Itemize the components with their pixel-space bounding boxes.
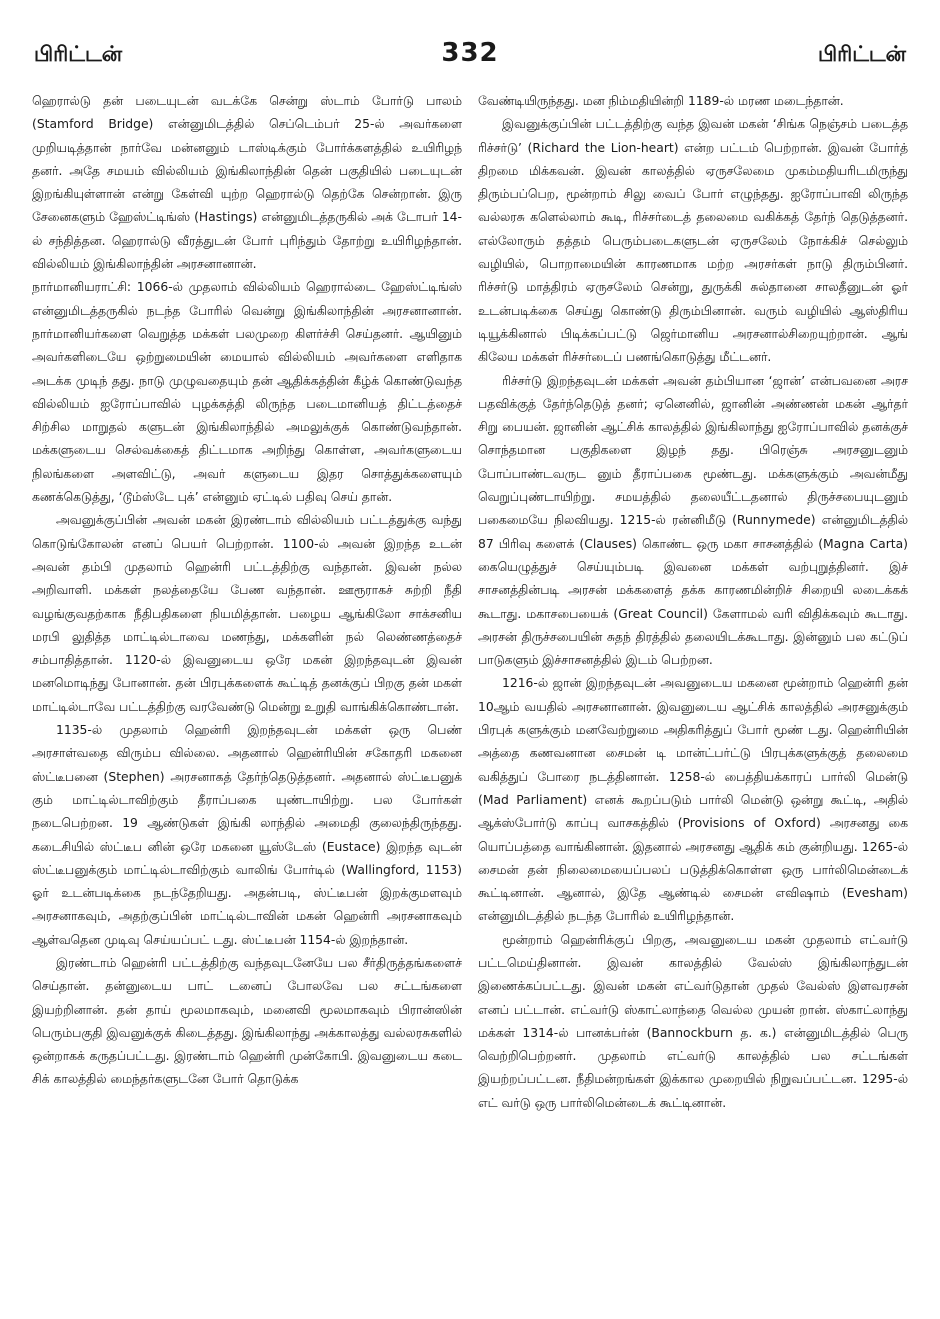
running-head-left: பிரிட்டன் [34, 42, 123, 66]
page-header [34, 38, 906, 78]
paragraph: அவனுக்குப்பின் அவன் மகன் இரண்டாம் வில்லியம் பட்டத்துக்கு வந்து கொடுங்கோலன் எனப் பெயர் பெற்றான். 1100-ல் அவன் இறந்த உடன் அவன் தம்பி முதலாம் ஹென்ரி பட்டத்திற்கு வந்தான். இவன் நல்ல அறிவாளி. மக்கள் நலத்தையே பேண வந்தான். ஊரூராகச் சுற்றி நீதி வழங்குவதற்காக நீதிபதிகளை நியமித்தான். பழைய ஆங்கிலோ சாக்சனிய மரபி லுதித்த மாட்டில்டாவை மணந்து, மக்களின் நல் லெண்ணத்தைச் சம்பாதித்தான். 1120-ல் இவனுடைய ஒரே மகன் இறந்தவுடன் இவன் மனமொடிந்து போனான். தன் பிரபுக்களைக் கூட்டித் தனக்குப் பிறகு தன் மகள் மாட்டில்டாவே பட்டத்திற்கு வரவேண்டு மென்று உறுதி வாங்கிக்கொண்டான். [32, 513, 462, 714]
paragraph: ரிச்சர்டு இறந்தவுடன் மக்கள் அவன் தம்பியான ‘ஜான்’ என்பவனை அரச பதவிக்குத் தேர்ந்தெடுத் தனர்; ஏனெனில், ஜானின் அண்ணன் மகன் ஆர்தர் சிறு பையன். ஜானின் ஆட்சிக் காலத்தில் இங்கிலாந்து ஐரோப்பாவில் தனக்குச் சொந்தமான பகுதிகளை இழந் தது. பிரெஞ்சு அரசனுடனும் போப்பாண்டவருட னும் தீராப்பகை மூண்டது. மக்களுக்கும் அவன்மீது வெறுப்புண்டாயிற்று. சமயத்தில் தலையீட்டதனால் திருச்சபையுடனும் பகைமையே நிலவியது. 1215-ல் ரன்னிமீடு (Runnymede) என்னுமிடத்தில் 87 பிரிவு களைக் (Clauses) கொண்ட ஒரு மகா சாசனத்தில் (Magna Carta) கையெழுத்துச் செய்யும்படி இவனை மக்கள் வற்புறுத்தினர். இச் சாசனத்தின்படி அரசன் மக்களைத் தக்க காரணமின்றிச் சிறையி லடைக்கக் கூடாது. மகாசபையைக் (Great Council) கேளாமல் வரி விதிக்கவும் கூடாது. அரசன் திருச்சபையின் சுதந் திரத்தில் தலையிடக்கூடாது. இன்னும் பல கட்டுப் பாடுகளும் இச்சாசனத்தில் இடம் பெற்றன. [478, 373, 908, 668]
paragraph: இரண்டாம் ஹென்ரி பட்டத்திற்கு வந்தவுடனேயே பல சீர்திருத்தங்களைச் செய்தான். தன்னுடைய பாட் டனைப் போலவே பல சட்டங்களை இயற்றினான். தன் தாய் மூலமாகவும், மனைவி மூலமாகவும் பிரான்ஸின் பெரும்பகுதி இவனுக்குக் கிடைத்தது. இங்கிலாந்து அக்காலத்து வல்லரசுகளில் ஒன்றாகக் கருதப்பட்டது. இரண்டாம் ஹென்ரி முன்கோபி. இவனுடைய கடை சிக் காலத்தில் மைந்தர்களுடனே போர் தொடுக்க [32, 955, 462, 1087]
paragraph: நார்மானியராட்சி: 1066-ல் முதலாம் வில்லியம் ஹெரால்டை ஹேஸ்ட்டிங்ஸ் என்னுமிடத்தருகில் நடந்த போரில் வென்று இங்கிலாந்தின் அரசனானான். நார்மானியர்களை வெறுத்த மக்கள் பலமுறை கிளர்ச்சி செய்தனர். ஆயினும் அவர்களிடையே ஒற்றுமையின் மையால் வில்லியம் அவர்களை எளிதாக அடக்க முடிந் தது. நாடு முழுவதையும் தன் ஆதிக்கத்தின் கீழ்க் கொண்டுவந்த வில்லியம் ஐரோப்பாவில் புழக்கத்தி லிருந்த படைமானியத் திட்டத்தைச் சிற்சில மாறுதல் களுடன் இங்கிலாந்தில் அமலுக்குக் கொண்டுவந்தான். மக்களுடைய செல்வக்கைத் திட்டமாக அறிந்து கொள்ள, அவர்களுடைய நிலங்களை அளவிட்டு, அவர் களுடைய இதர சொத்துக்களையும் கணக்கெடுத்து, ‘டூம்ஸ்டே புக்’ என்னும் ஏட்டில் பதிவு செய் தான். [32, 280, 462, 505]
paragraph: 1216-ல் ஜான் இறந்தவுடன் அவனுடைய மகனை மூன்றாம் ஹென்ரி தன் 10ஆம் வயதில் அரசனானான். இவனுடைய ஆட்சிக் காலத்தில் அரசனுக்கும் பிரபுக் களுக்கும் மனவேற்றுமை அதிகரித்துப் போர் மூண் டது. ஹென்ரியின் அத்தை கணவனான சைமன் டி மான்ட்பர்ட்டு பிரபுக்களுக்குத் தலைமை வகித்துப் போரை நடத்தினான். 1258-ல் பைத்தியக்காரப் பார்லி மென்டு (Mad Parliament) எனக் கூறப்படும் பார்லி மென்டு ஒன்று கூட்டி, அதில் ஆக்ஸ்போர்டு காப்பு வாசகத்தில் (Provisions of Oxford) அரசனது கை யொப்பத்தை வாங்கினான். இதனால் அரசனது ஆதிக் கம் குன்றியது. 1265-ல் சைமன் தன் நிலைமையைப்பலப் படுத்திக்கொள்ள ஒரு பார்லிமென்டைக் கூட்டினான். ஆனால், இதே ஆண்டில் சைமன் எவிஷாம் (Evesham) என்னுமிடத்தில் நடந்த போரில் உயிரிழந்தான். [478, 676, 908, 924]
paragraph: 1135-ல் முதலாம் ஹென்ரி இறந்தவுடன் மக்கள் ஒரு பெண் அரசாள்வதை விரும்ப வில்லை. அதனால் ஹென்ரியின் சகோதரி மகனை ஸ்ட்டீபனை (Stephen) அரசனாகத் தேர்ந்தெடுத்தனர். அதனால் ஸ்ட்டீபனுக் கும் மாட்டில்டாவிற்கும் தீராப்பகை யுண்டாயிற்று. பல போர்கள் நடைபெற்றன. 19 ஆண்டுகள் இங்கி லாந்தில் அமைதி குலைந்திருந்தது. கடைசியில் ஸ்ட்டீப னின் ஒரே மகனை யூஸ்டேஸ் (Eustace) இறந்த வுடன் ஸ்ட்டீபனுக்கும் மாட்டில்டாவிற்கும் வாலிங் போர்டில் (Wallingford, 1153) ஓர் உடன்படிக்கை நடந்தேறியது. அதன்படி, ஸ்ட்டீபன் இறக்குமளவும் அரசனாகவும், அதற்குப்பின் மாட்டில்டாவின் மகன் ஹென்ரி அரசனாகவும் ஆள்வதென முடிவு செய்யப்பட் டது. ஸ்ட்டீபன் 1154-ல் இறந்தான். [32, 723, 462, 947]
right-column [478, 90, 908, 1300]
paragraph: மூன்றாம் ஹென்ரிக்குப் பிறகு, அவனுடைய மகன் முதலாம் எட்வர்டு பட்டமெய்தினான். இவன் காலத்தில் வேல்ஸ் இங்கிலாந்துடன் இணைக்கப்பட்டது. இவன் மகன் எட்வர்டுதான் முதல் வேல்ஸ் இளவரசன் எனப் பட்டான். எட்வர்டு ஸ்காட்லாந்தை வெல்ல முயன் றான். ஸ்காட்லாந்து மக்கள் 1314-ல் பானக்பர்ன் (Bannockburn த. க.) என்னுமிடத்தில் பெரு வெற்றிபெற்றனர். முதலாம் எட்வர்டு காலத்தில் பல சட்டங்கள் இயற்றப்பட்டன. நீதிமன்றங்கள் இக்கால முறையில் நிறுவப்பட்டன. 1295-ல் எட் வர்டு ஒரு பார்லிமென்டைக் கூட்டினான். [478, 932, 908, 1110]
paragraph: வேண்டியிருந்தது. மன நிம்மதியின்றி 1189-ல் மரண மடைந்தான். [478, 94, 844, 108]
running-head-right: பிரிட்டன் [817, 42, 906, 66]
paragraph: ஹெரால்டு தன் படையுடன் வடக்கே சென்று ஸ்டாம் போர்டு பாலம் (Stamford Bridge) என்னுமிடத்தில் செப்டெம்பர் 25-ல் அவர்களை முறியடித்தான் நார்வே மன்னனும் டாஸ்டிக்கும் போர்க்களத்தில் உயிரிழந் தனர். அதே சமயம் வில்லியம் இங்கிலாந்தின் தென் பகுதியில் படையுடன் இறங்கியுள்ளான் என்று கேள்வி யுற்ற ஹெரால்டு தெற்கே சென்றான். இரு சேனைகளும் ஹேஸ்ட்டிங்ஸ் (Hastings) என்னுமிடத்தருகில் அக் டோபர் 14-ல் சந்தித்தன. ஹெரால்டு வீரத்துடன் போர் புரிந்தும் தோற்று உயிரிழந்தான். வில்லியம் இங்கிலாந்தின் அரசனானான். [32, 94, 462, 272]
left-column [32, 90, 462, 1300]
page-number: 332 [441, 38, 499, 68]
paragraph: இவனுக்குப்பின் பட்டத்திற்கு வந்த இவன் மகன் ‘சிங்க நெஞ்சம் படைத்த ரிச்சர்டு’ (Richard the Lion-heart) என்ற பட்டம் பெற்றான். இவன் போர்த் திறமை மிக்கவன். இவன் காலத்தில் ஏருசலேமை முகம்மதியரிடமிருந்து திரும்பப்பெற, மூன்றாம் சிலு வைப் போர் எழுந்தது. ஐரோப்பாவி லிருந்த வல்லரசு களெல்லாம் கூடி, ரிச்சர்டைத் தலைமை வகிக்கத் தேர்ந் தெடுத்தனர். எல்லோரும் தத்தம் பெரும்படைகளுடன் ஏருசலேம் நோக்கிச் செல்லும் வழியில், பொறாமையின் காரணமாக மற்ற அரசர்கள் நாடு திரும்பினர். ரிச்சர்டு மாத்திரம் ஏருசலேம் சென்று, துருக்கி சுல்தானை சாலதீனுடன் ஓர் உடன்படிக்கை செய்து கொண்டு திரும்பினான். வரும் வழியில் ஆஸ்திரிய டியூக்கினால் பிடிக்கப்பட்டு ஜெர்மானிய அரசனால்சிறையுற்றான். ஆங் கிலேய மக்கள் ரிச்சர்டைப் பணங்கொடுத்து மீட்டனர். [478, 117, 908, 365]
